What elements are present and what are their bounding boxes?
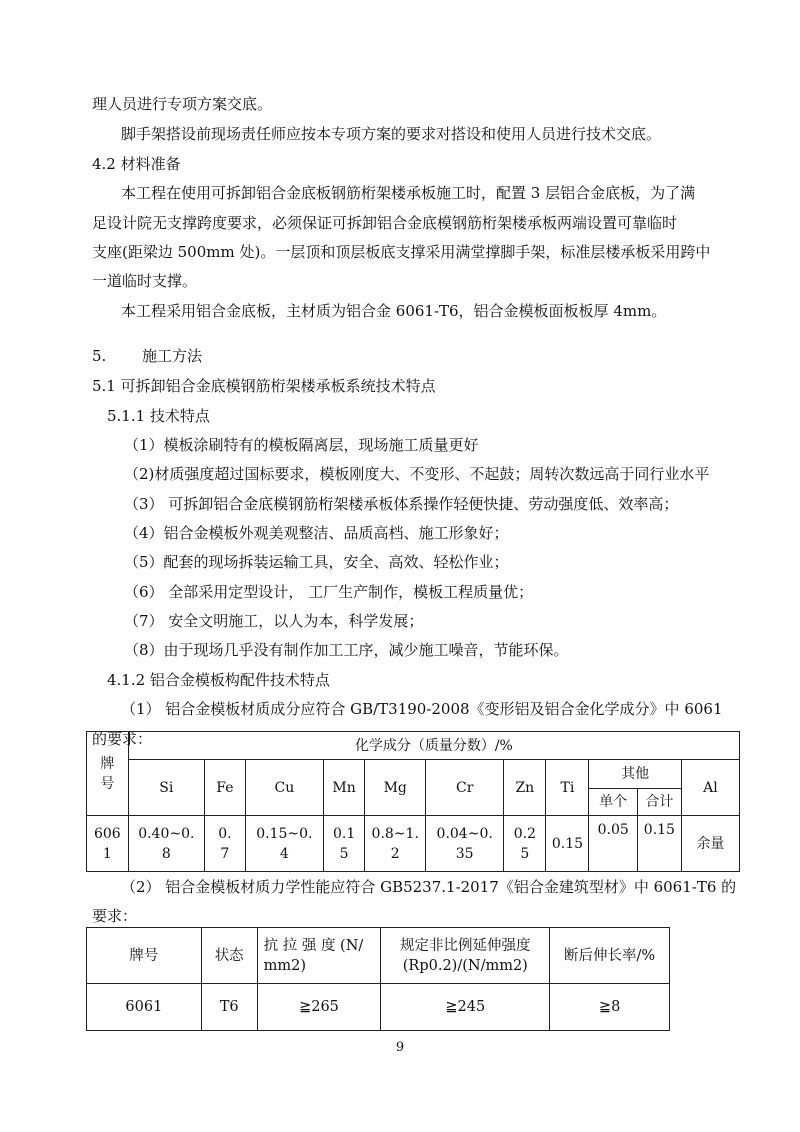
- table-row: [87, 984, 670, 1031]
- list-item: （7） 安全文明施工，以人为本，科学发展；: [124, 612, 424, 630]
- header-cell: Si: [128, 760, 204, 816]
- header-cell: 牌号: [87, 928, 202, 984]
- section-heading-5-1: 5.1 可拆卸铝合金底模钢筋桁架楼承板系统技术特点: [92, 377, 436, 395]
- section-heading-5-1-1: 5.1.1 技术特点: [107, 407, 210, 425]
- header-cell: Al: [681, 760, 739, 816]
- table-cell: ≧245: [381, 984, 550, 1031]
- mechanical-properties-table: [86, 927, 670, 1031]
- text-line: （1） 铝合金模板材质成分应符合 GB/T3190-2008《变形铝及铝合金化学成分》中 6061: [121, 700, 723, 718]
- section-heading-4-1-2: 4.1.2 铝合金模板构配件技术特点: [107, 671, 330, 689]
- table-cell: ≧265: [257, 984, 381, 1031]
- text-line: （2） 铝合金模板材质力学性能应符合 GB5237.1-2017《铝合金建筑型材》中 6061-T6 的: [121, 878, 737, 896]
- table-cell: ≧8: [550, 984, 670, 1031]
- table-cell: 0.1 5: [323, 816, 364, 872]
- header-cell: 规定非比例延伸强度 (Rp0.2)/(N/mm2): [381, 928, 550, 984]
- list-item: （1）模板涂刷特有的模板隔离层，现场施工质量更好: [124, 436, 479, 454]
- list-item: （2)材质强度超过国标要求，模板刚度大、不变形、不起鼓；周转次数远高于同行业水平: [124, 465, 710, 483]
- list-item: （8）由于现场几乎没有制作加工工序，减少施工噪音，节能环保。: [124, 641, 569, 659]
- header-cell: Mg: [365, 760, 426, 816]
- table-cell: 余量: [681, 816, 739, 872]
- table-cell: 0.2 5: [504, 816, 546, 872]
- header-cell: 牌 号: [87, 732, 129, 816]
- list-item: （6） 全部采用定型设计， 工厂生产制作，模板工程质量优；: [124, 583, 534, 601]
- page-number: 9: [395, 1040, 405, 1055]
- text-line: 要求：: [92, 907, 138, 925]
- table-cell: T6: [201, 984, 257, 1031]
- text-line: 的要求：: [92, 730, 153, 748]
- list-item: （3） 可拆卸铝合金底模钢筋桁架楼承板体系操作轻便快捷、劳动强度低、效率高；: [124, 495, 679, 513]
- table-cell: 0.40~0. 8: [128, 816, 204, 872]
- header-cell: 单个: [589, 789, 637, 816]
- header-cell: 状态: [201, 928, 257, 984]
- table-cell: 0.15: [546, 816, 589, 872]
- header-cell: 化学成分（质量分数）/%: [128, 732, 739, 760]
- table-cell: 0.05: [589, 816, 637, 872]
- text-line: 一道临时支撑。: [92, 272, 198, 290]
- header-cell: 合计: [637, 789, 681, 816]
- text-line: 支座(距梁边 500mm 处)。一层顶和顶层板底支撑采用满堂撑脚手架，标准层楼承板采用跨中: [92, 243, 711, 261]
- list-item: （4）铝合金模板外观美观整洁、品质高档、施工形象好；: [124, 524, 509, 542]
- text-line: 脚手架搭设前现场责任师应按本专项方案的要求对搭设和使用人员进行技术交底。: [121, 125, 662, 143]
- text-line: 本工程采用铝合金底板，主材质为铝合金 6061-T6，铝合金模板面板板厚 4mm。: [121, 302, 667, 320]
- table-cell: 6061: [87, 984, 202, 1031]
- text-line: 本工程在使用可拆卸铝合金底板钢筋桁架楼承板施工时，配置 3 层铝合金底板，为了满: [121, 184, 696, 202]
- header-cell: Mn: [323, 760, 364, 816]
- header-cell: 其他: [589, 760, 681, 789]
- text-line: 足设计院无支撑跨度要求，必须保证可拆卸铝合金底模钢筋桁架楼承板两端设置可靠临时: [92, 214, 678, 232]
- table-row: [87, 816, 740, 872]
- table-cell: 0.8~1. 2: [365, 816, 426, 872]
- header-cell: 抗 拉 强 度 (N/ mm2): [257, 928, 381, 984]
- header-cell: Ti: [546, 760, 589, 816]
- table-cell: 606 1: [87, 816, 129, 872]
- table-cell: 0. 7: [204, 816, 245, 872]
- section-number-5: 5.: [92, 347, 107, 365]
- table-cell: 0.04~0. 35: [426, 816, 504, 872]
- text-line: 理人员进行专项方案交底。: [92, 95, 273, 113]
- list-item: （5）配套的现场拆装运输工具，安全、高效、轻松作业；: [124, 553, 509, 571]
- header-cell: Zn: [504, 760, 546, 816]
- header-cell: 断后伸长率/%: [550, 928, 670, 984]
- table-cell: 0.15: [637, 816, 681, 872]
- header-cell: Cu: [245, 760, 323, 816]
- header-cell: Cr: [426, 760, 504, 816]
- header-cell: Fe: [204, 760, 245, 816]
- section-heading-5: 施工方法: [142, 347, 203, 365]
- section-heading-4-2: 4.2 材料准备: [92, 155, 181, 173]
- table-cell: 0.15~0. 4: [245, 816, 323, 872]
- chemical-composition-table: [86, 731, 740, 872]
